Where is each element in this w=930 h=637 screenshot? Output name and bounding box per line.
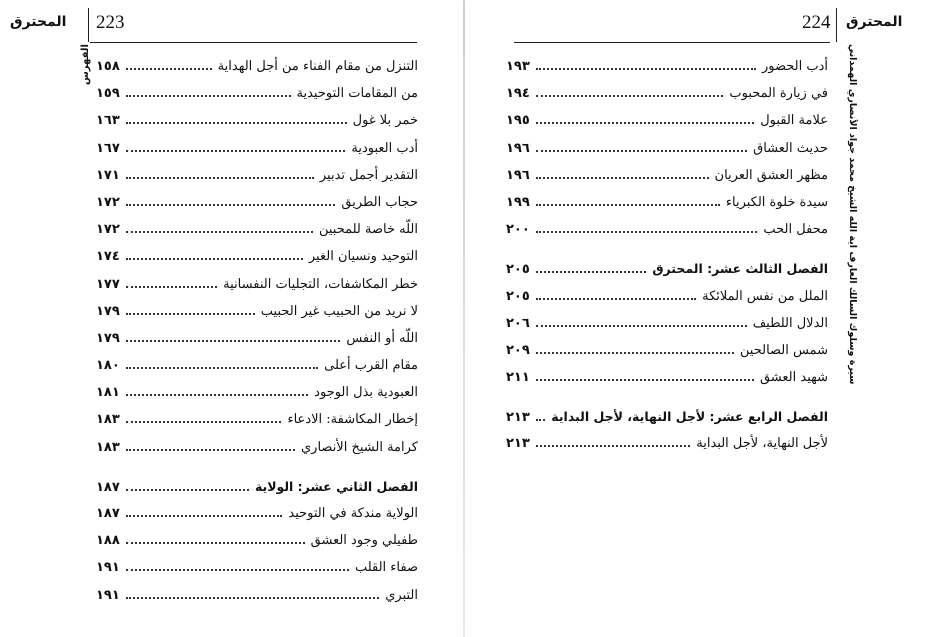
entry-title: اللّه أو النفس	[346, 330, 418, 346]
left-page	[0, 0, 462, 637]
dot-leader	[126, 561, 349, 571]
entry-title: لأجل النهاية، لأجل البداية	[696, 436, 828, 452]
entry-title: التبري	[385, 587, 418, 603]
section-side-label: الفهرس	[80, 44, 91, 86]
dot-leader	[126, 169, 314, 179]
entry-page: ١٩٤	[506, 86, 530, 102]
entry-page: ١٨٠	[96, 358, 120, 374]
entry-title: التقدير أجمل تدبير	[319, 167, 418, 183]
entry-title: صفاء القلب	[354, 560, 418, 576]
chapter-title: الفصل الثالث عشر: المحترق	[652, 261, 828, 277]
toc-entry[interactable]	[96, 434, 418, 461]
section-gap	[506, 391, 828, 403]
entry-title: أدب العبودية	[351, 140, 418, 156]
toc-entry[interactable]	[506, 135, 828, 162]
entry-title: الدلال اللطيف	[752, 315, 828, 331]
toc-entry[interactable]	[96, 135, 418, 162]
entry-page: ١٩٣	[506, 59, 530, 74]
dot-leader	[536, 344, 734, 354]
toc-entry[interactable]	[96, 406, 418, 433]
dot-leader	[126, 305, 255, 315]
entry-page: ١٩١	[96, 587, 120, 603]
toc-entry[interactable]	[506, 162, 828, 189]
dot-leader	[536, 169, 709, 179]
dot-leader	[126, 278, 217, 288]
toc-entry[interactable]	[96, 554, 418, 581]
dot-leader	[536, 371, 754, 381]
running-head: المحترق	[10, 14, 67, 30]
dot-leader	[536, 437, 690, 447]
entry-title: لا نريد من الحبيب غير الحبيب	[260, 303, 418, 319]
toc-entry[interactable]	[96, 216, 418, 243]
entry-title: طفيلي وجود العشق	[310, 533, 418, 549]
toc-entry[interactable]	[96, 582, 418, 609]
entry-title: كرامة الشيخ الأنصاري	[301, 439, 418, 455]
toc-entry[interactable]	[506, 430, 828, 457]
dot-leader	[536, 87, 724, 97]
entry-page: ١٧٧	[96, 276, 120, 292]
entry-page: ١٥٨	[96, 59, 120, 74]
header-separator	[88, 8, 89, 42]
dot-leader	[126, 481, 249, 491]
entry-title: العبودية بذل الوجود	[314, 385, 418, 401]
entry-title: شمس الصالحين	[739, 342, 828, 358]
header-rule	[90, 42, 417, 43]
toc-chapter-heading[interactable]	[96, 473, 418, 500]
entry-title: التنزل من مقام الفناء من أجل الهداية	[217, 59, 418, 74]
entry-title: التوحيد ونسيان الغير	[308, 249, 418, 265]
entry-page: ١٨١	[96, 385, 120, 401]
entry-title: علامة القبول	[760, 113, 828, 129]
toc-entry[interactable]	[96, 53, 418, 80]
toc-list	[96, 53, 418, 609]
entry-title: شهيد العشق	[759, 370, 828, 386]
entry-page: ١٩٥	[506, 113, 530, 129]
dot-leader	[536, 290, 696, 300]
toc-entry[interactable]	[506, 189, 828, 216]
dot-leader	[126, 359, 318, 369]
dot-leader	[126, 250, 303, 260]
toc-entry[interactable]	[96, 379, 418, 406]
toc-entry[interactable]	[96, 527, 418, 554]
dot-leader	[126, 589, 379, 599]
entry-title: من المقامات التوحيدية	[296, 86, 418, 102]
toc-entry[interactable]	[96, 189, 418, 216]
toc-entry[interactable]	[506, 80, 828, 107]
entry-title: خمر بلا غول	[352, 113, 418, 129]
entry-page: ١٩٩	[506, 194, 530, 210]
entry-page: ١٧٢	[96, 222, 120, 238]
dot-leader	[536, 317, 747, 327]
entry-page: ٢٠٦	[506, 315, 530, 331]
entry-title: الملل من نفس الملائكة	[702, 288, 828, 304]
entry-title: حديث العشاق	[753, 140, 828, 156]
entry-page: ١٨٣	[96, 439, 120, 455]
entry-title: محفل الحب	[763, 222, 828, 238]
toc-entry[interactable]	[96, 298, 418, 325]
entry-page: ١٧٢	[96, 194, 120, 210]
section-gap	[96, 461, 418, 473]
toc-entry[interactable]	[96, 325, 418, 352]
entry-page: ١٥٩	[96, 86, 120, 102]
chapter-page: ١٨٧	[96, 479, 120, 495]
entry-page: ٢٠٥	[506, 288, 530, 304]
toc-entry[interactable]	[96, 271, 418, 298]
toc-entry[interactable]	[96, 352, 418, 379]
toc-entry[interactable]	[506, 364, 828, 391]
header-separator	[836, 8, 837, 42]
entry-title: اللّه خاصة للمحبين	[318, 222, 418, 238]
dot-leader	[126, 87, 291, 97]
toc-entry[interactable]	[96, 107, 418, 134]
book-side-title: سيرة وسلوك السالك العارف آية الله الشيخ محمد جواد الأنصاري الهمداني	[847, 44, 858, 385]
dot-leader	[126, 223, 313, 233]
entry-title: خطر المكاشفات، التجليات النفسانية	[223, 276, 418, 292]
page-number: 223	[96, 12, 125, 33]
entry-page: ١٨٧	[96, 506, 120, 521]
entry-page: ١٧٩	[96, 330, 120, 346]
right-page	[466, 0, 930, 637]
toc-entry[interactable]	[506, 283, 828, 310]
toc-chapter-heading[interactable]	[506, 403, 828, 430]
toc-entry[interactable]	[506, 310, 828, 337]
entry-page: ١٦٧	[96, 140, 120, 156]
entry-title: أدب الحضور	[761, 59, 828, 74]
dot-leader	[536, 196, 720, 206]
dot-leader	[126, 196, 336, 206]
entry-page: ١٦٣	[96, 113, 120, 129]
toc-entry[interactable]	[506, 53, 828, 80]
entry-page: ١٩٦	[506, 167, 530, 183]
book-gutter	[463, 0, 465, 637]
toc-entry[interactable]	[96, 80, 418, 107]
dot-leader	[126, 507, 283, 517]
dot-leader	[536, 142, 747, 152]
toc-entry[interactable]	[506, 107, 828, 134]
toc-entry[interactable]	[506, 337, 828, 364]
toc-entry[interactable]	[506, 216, 828, 243]
entry-page: ٢٠٩	[506, 342, 530, 358]
dot-leader	[126, 534, 305, 544]
dot-leader	[536, 411, 545, 421]
entry-page: ١٨٨	[96, 533, 120, 549]
dot-leader	[536, 114, 754, 124]
dot-leader	[536, 263, 647, 273]
entry-page: ٢٠٠	[506, 222, 530, 238]
chapter-page: ٢٠٥	[506, 262, 530, 278]
toc-entry[interactable]	[96, 243, 418, 270]
entry-title: سيدة خلوة الكبرياء	[725, 194, 828, 210]
dot-leader	[126, 413, 282, 423]
dot-leader	[126, 60, 212, 70]
entry-page: ١٧٩	[96, 303, 120, 319]
entry-page: ١٩١	[96, 560, 120, 576]
page-number: 224	[802, 12, 831, 33]
dot-leader	[126, 332, 341, 342]
entry-page: ٢١١	[506, 370, 530, 386]
toc-entry[interactable]	[96, 500, 418, 527]
entry-title: إخطار المكاشفة: الادعاء	[287, 412, 418, 428]
entry-page: ٢١٣	[506, 436, 530, 452]
toc-chapter-heading[interactable]	[506, 255, 828, 282]
entry-title: الولاية مندكة في التوحيد	[288, 506, 418, 521]
header-rule	[514, 42, 830, 43]
running-head: المحترق	[846, 14, 903, 30]
chapter-page: ٢١٣	[506, 410, 530, 426]
dot-leader	[126, 441, 295, 451]
entry-title: مقام القرب أعلى	[324, 358, 418, 374]
entry-title: في زيارة المحبوب	[729, 86, 828, 102]
entry-title: حجاب الطريق	[341, 194, 418, 210]
dot-leader	[536, 223, 758, 233]
dot-leader	[536, 60, 756, 70]
chapter-title: الفصل الثاني عشر: الولاية	[254, 478, 418, 494]
dot-leader	[126, 142, 346, 152]
entry-page: ١٧٤	[96, 249, 120, 265]
section-gap	[506, 243, 828, 255]
dot-leader	[126, 386, 308, 396]
toc-entry[interactable]	[96, 162, 418, 189]
entry-page: ١٧١	[96, 167, 120, 183]
chapter-title: الفصل الرابع عشر: لأجل النهاية، لأجل البداية	[551, 409, 828, 425]
toc-list	[506, 53, 828, 458]
entry-page: ١٩٦	[506, 140, 530, 156]
dot-leader	[126, 114, 347, 124]
entry-title: مظهر العشق العريان	[714, 167, 828, 183]
entry-page: ١٨٣	[96, 412, 120, 428]
